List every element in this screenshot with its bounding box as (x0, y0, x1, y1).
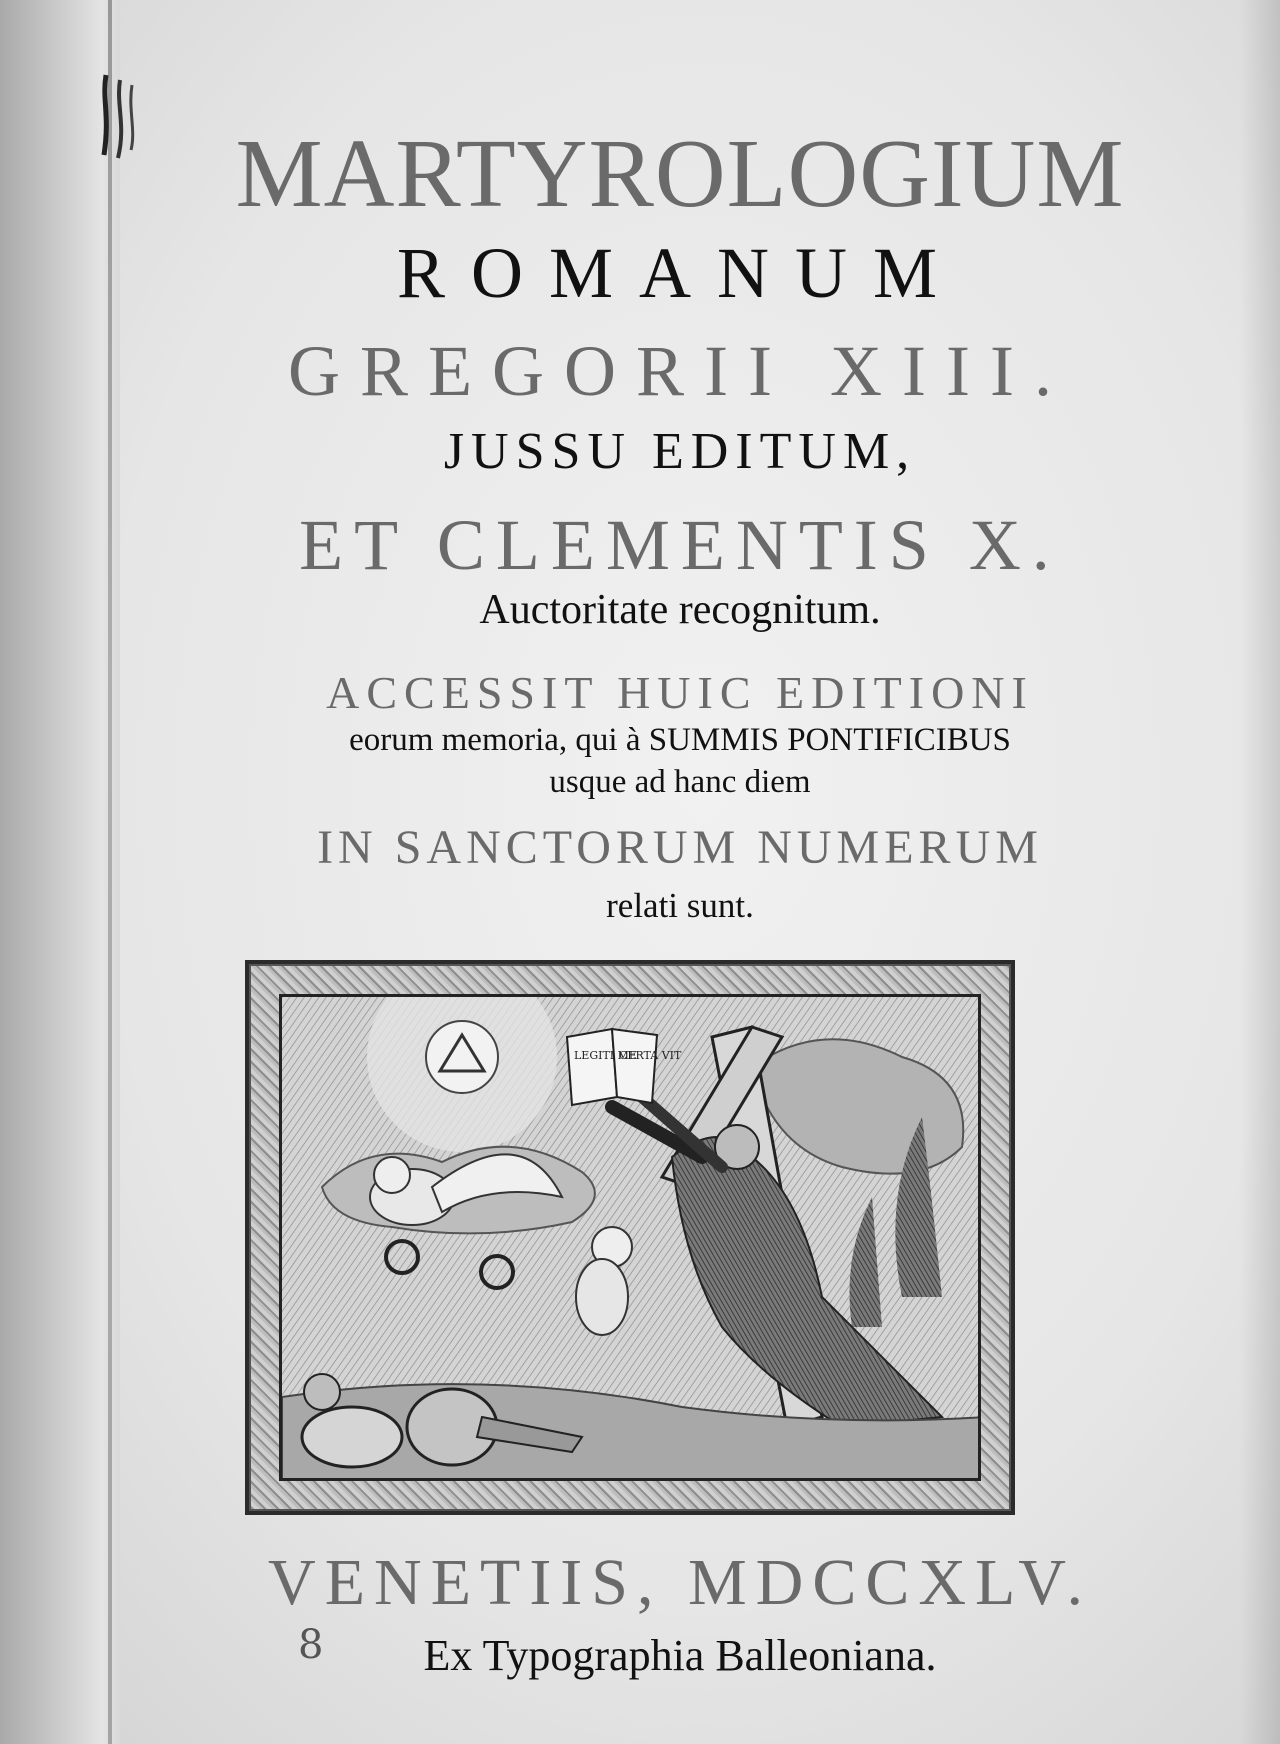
manuscript-mark: 8 (298, 1622, 324, 1668)
title-usque-ad: usque ad hanc diem (549, 764, 811, 800)
book-gutter (0, 0, 120, 1744)
title-jussu-editum: JUSSU EDITUM, (443, 423, 917, 480)
page-edge-shadow (1240, 0, 1280, 1744)
title-eorum-memoria: eorum memoria, qui à SUMMIS PONTIFICIBUS (349, 722, 1011, 758)
title-martyrologium: MARTYROLOGIUM (235, 120, 1125, 228)
title-auctoritate: Auctoritate recognitum. (479, 587, 881, 633)
title-relati-sunt: relati sunt. (606, 886, 754, 925)
book-inscription-left: LEGITI ME (574, 1049, 637, 1062)
engraving-frame (245, 960, 1015, 1515)
title-clementis: ET CLEMENTIS X. (299, 505, 1061, 585)
imprint-printer: Ex Typographia Balleoniana. (423, 1631, 937, 1680)
page-fold-line (108, 0, 112, 1744)
title-gregorii: GREGORII XIII. (288, 331, 1072, 411)
imprint-place-date: VENETIIS, MDCCXLV. (268, 1546, 1092, 1619)
book-inscription-right: CERTA VIT (619, 1049, 682, 1062)
title-romanum: ROMANUM (396, 233, 964, 313)
title-accessit: ACCESSIT HUIC EDITIONI (326, 667, 1034, 718)
title-in-sanctorum: IN SANCTORUM NUMERUM (317, 821, 1043, 874)
engraving-illustration (279, 994, 981, 1481)
